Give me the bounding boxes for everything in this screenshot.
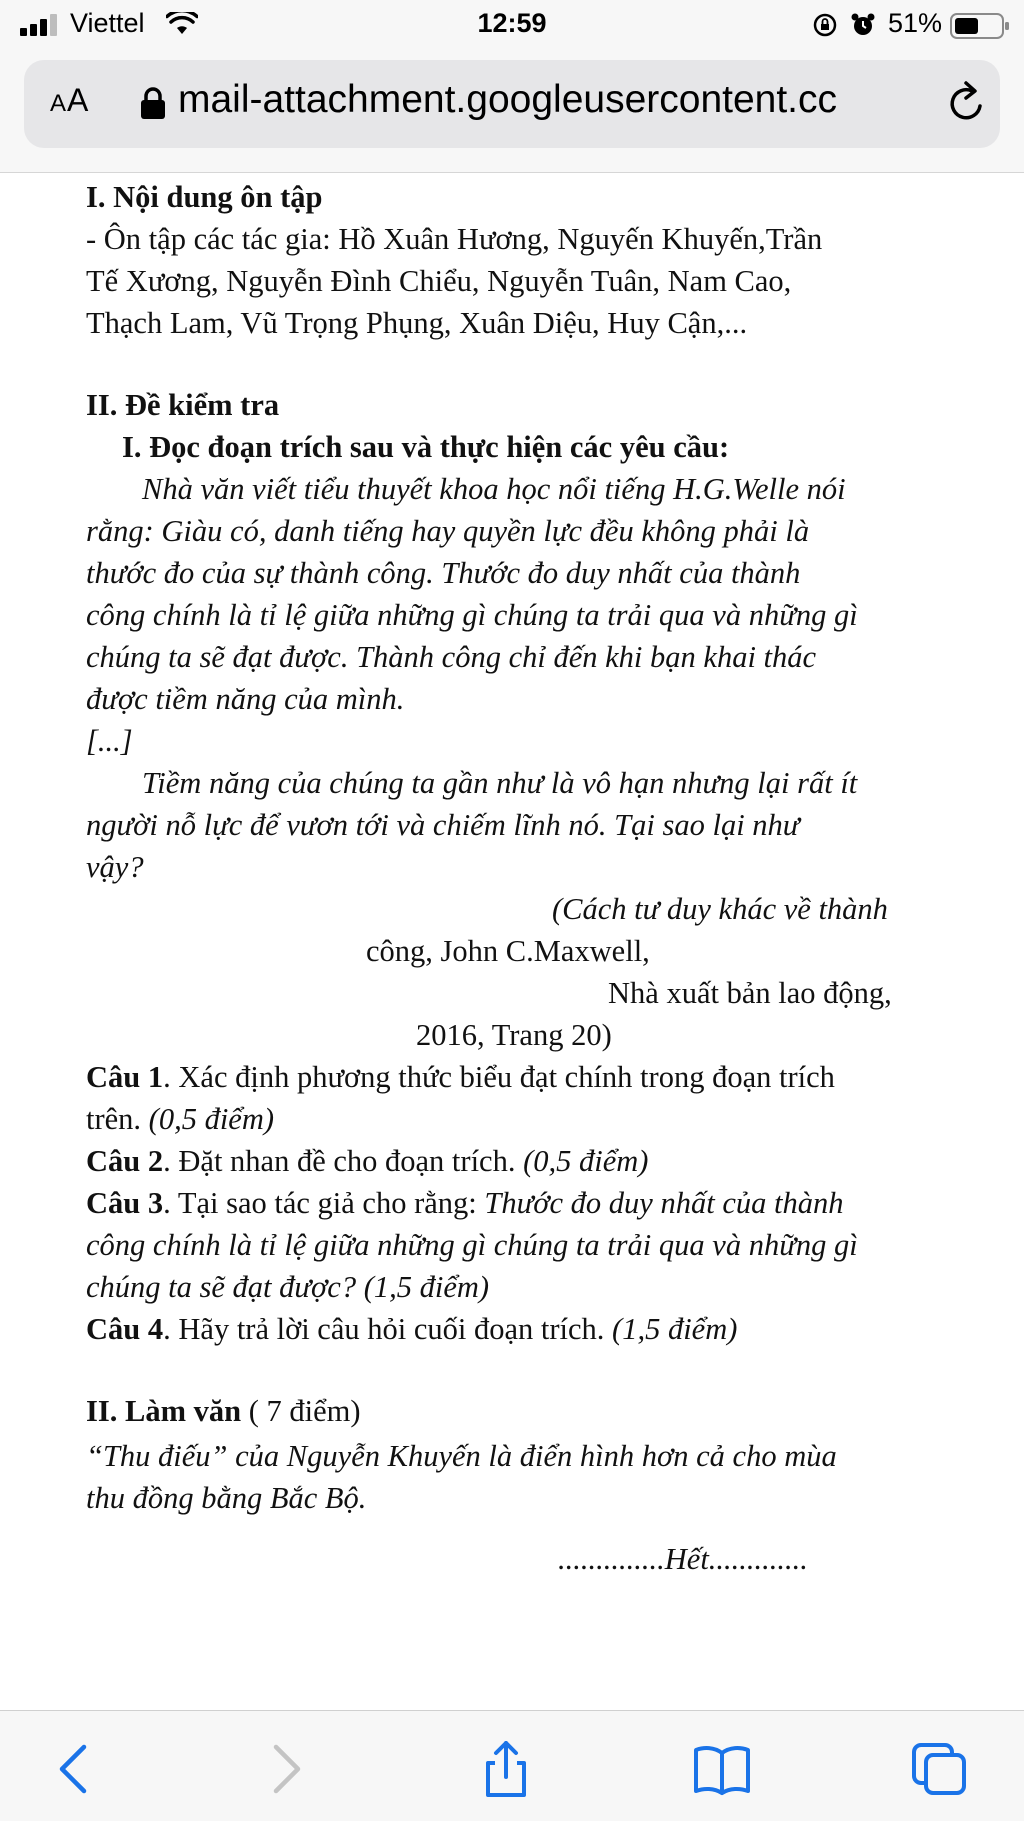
passage-ellipsis: [...] [86,724,133,758]
question-2-points: (0,5 điểm) [523,1144,649,1178]
text-size-button[interactable]: AA [50,82,90,118]
question-1-points: (0,5 điểm) [148,1102,275,1136]
question-3-text: . Tại sao tác giả cho rằng: [163,1186,485,1220]
passage2-line-3: vậy? [86,850,144,884]
source-line-2: công, John C.Maxwell, [366,934,650,968]
browser-top-chrome [0,0,1024,173]
passage-line-5: chúng ta sẽ đạt được. Thành công chỉ đến khi bạn khai thác [86,640,817,674]
forward-chevron-icon[interactable] [256,1741,316,1797]
share-icon[interactable] [476,1741,536,1797]
question-2-text: . Đặt nhan đề cho đoạn trích. [163,1144,524,1178]
question-1 [86,1057,835,1097]
alarm-icon [850,12,876,38]
battery-icon [950,13,1010,39]
source-line-3: Nhà xuất bản lao động, [608,976,892,1010]
section-heading-review: I. Nội dung ôn tập [86,180,323,214]
back-chevron-icon[interactable] [44,1741,104,1797]
question-3 [86,1183,843,1223]
question-1-text-2: trên. [86,1102,149,1136]
tabs-icon[interactable] [910,1741,970,1797]
question-3-quote-2: công chính là tỉ lệ giữa những gì chúng ta trải qua và những gì [86,1228,858,1262]
passage-line-1: Nhà văn viết tiểu thuyết khoa học nổi tiếng H.G.Welle nói [142,472,846,506]
carrier-name: Viettel [70,8,145,38]
review-line-2: Tế Xương, Nguyễn Đình Chiểu, Nguyễn Tuân, Nam Cao, [86,264,792,298]
question-4-points: (1,5 điểm) [612,1312,738,1346]
question-1-label: Câu 1 [86,1060,164,1094]
question-2-label: Câu 2 [86,1144,164,1178]
status-bar [0,0,1024,52]
passage-line-3: thước đo của sự thành công. Thước đo duy nhất của thành [86,556,801,590]
essay-points: ( 7 điểm) [241,1394,361,1428]
section-heading-test: II. Đề kiểm tra [86,388,280,422]
orientation-lock-icon [812,12,838,38]
essay-heading: II. Làm văn [86,1394,242,1428]
review-line-1: - Ôn tập các tác gia: Hồ Xuân Hương, Nguyến Khuyến,Trần [86,222,823,256]
url-text[interactable]: mail-attachment.googleusercontent.cc [178,78,838,121]
battery-percent: 51% [888,8,943,38]
end-marker: ..............Hết............. [558,1542,808,1576]
reading-instruction: I. Đọc đoạn trích sau và thực hiện các yêu cầu: [122,430,730,464]
essay-prompt-line-2: thu đồng bằng Bắc Bộ. [86,1481,367,1515]
section-heading-essay [86,1391,361,1431]
reload-icon[interactable] [942,78,990,128]
question-1-text: . Xác định phương thức biểu đạt chính trong đoạn trích [163,1060,835,1094]
browser-bottom-toolbar [0,1710,1024,1821]
source-line-1: (Cách tư duy khác về thành [552,892,888,926]
question-3-label: Câu 3 [86,1186,164,1220]
question-2 [86,1141,648,1181]
book-icon[interactable] [692,1741,752,1797]
address-bar[interactable] [24,60,1000,148]
essay-prompt-line-1: “Thu điếu” của Nguyễn Khuyến là điển hình hơn cả cho mùa [86,1439,837,1473]
question-3-quote-3: chúng ta sẽ đạt được? (1,5 điểm) [86,1270,490,1304]
passage-line-6: được tiềm năng của mình. [86,682,405,716]
question-4-label: Câu 4 [86,1312,164,1346]
question-1-continued [86,1099,274,1139]
question-3-quote-1: Thước đo duy nhất của thành [484,1186,844,1220]
clock: 12:59 [477,8,547,38]
passage-line-2: rằng: Giàu có, danh tiếng hay quyền lực đều không phải là [86,514,810,548]
question-4-text: . Hãy trả lời câu hỏi cuối đoạn trích. [163,1312,613,1346]
review-line-3: Thạch Lam, Vũ Trọng Phụng, Xuân Diệu, Huy Cận,... [86,306,748,340]
passage-line-4: công chính là tỉ lệ giữa những gì chúng ta trải qua và những gì [86,598,858,632]
source-line-4: 2016, Trang 20) [416,1018,612,1052]
passage2-line-1: Tiềm năng của chúng ta gần như là vô hạn nhưng lại rất ít [142,766,858,800]
document-page [0,173,1024,1710]
passage2-line-2: người nỗ lực để vươn tới và chiếm lĩnh nó. Tại sao lại như [86,808,800,842]
padlock-icon [140,86,166,120]
question-4 [86,1309,737,1349]
